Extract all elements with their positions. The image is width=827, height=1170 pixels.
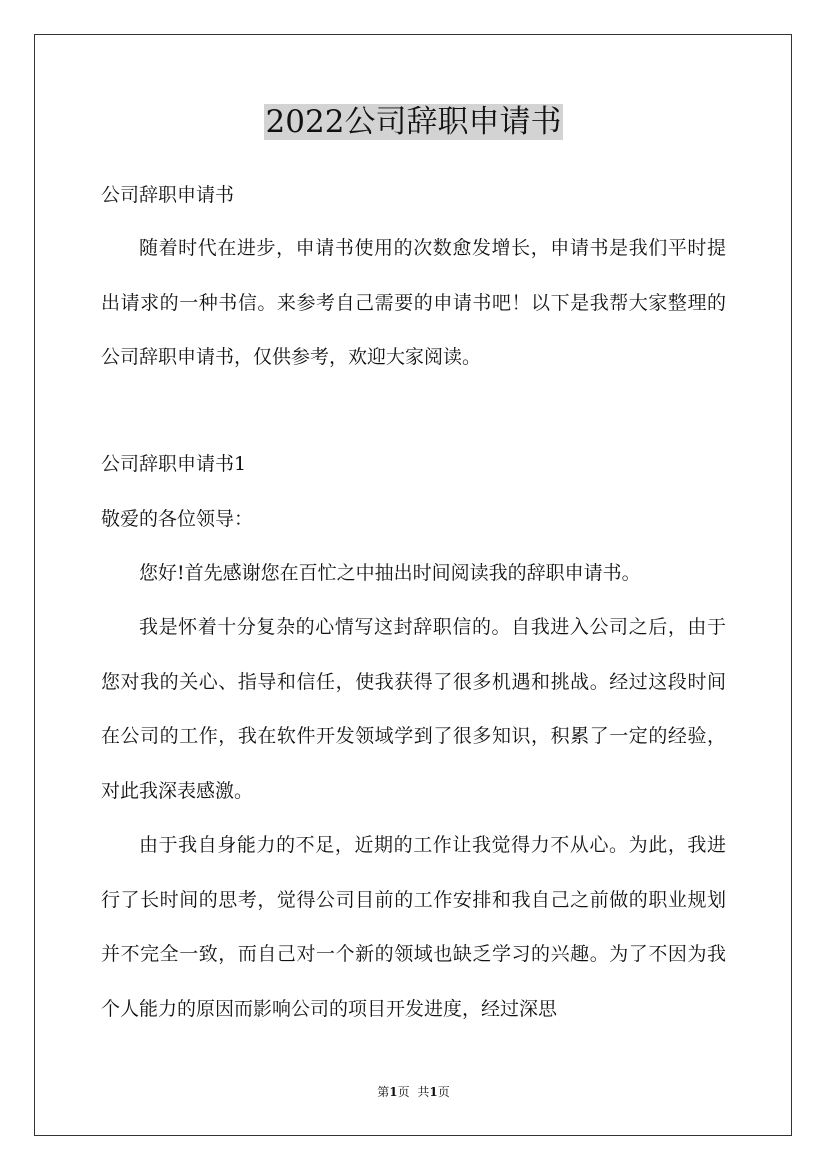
document-title-text: 2022公司辞职申请书 (265, 104, 562, 140)
body-paragraph-2: 由于我自身能力的不足，近期的工作让我觉得力不从心。为此，我进行了长时间的思考，觉得公司目前的工作安排和我自己之前做的职业规划并不完全一致，而自己对一个新的领域也缺乏学习的兴趣。为了不因为我个人能力的原因而影响公司的项目开发进度，经过深思 (101, 834, 726, 1020)
salutation: 敬爱的各位领导： (101, 508, 254, 530)
footer-total-pages: 1 (429, 1085, 438, 1099)
footer-total-prefix: 共 (417, 1085, 430, 1099)
footer-page-prefix: 第 (377, 1085, 390, 1099)
intro-paragraph: 随着时代在进步，申请书使用的次数愈发增长，申请书是我们平时提出请求的一种书信。来参考自己需要的申请书吧！以下是我帮大家整理的公司辞职申请书，仅供参考，欢迎大家阅读。 (101, 237, 726, 368)
body-paragraph-1: 我是怀着十分复杂的心情写这封辞职信的。自我进入公司之后，由于您对我的关心、指导和信任，使我获得了很多机遇和挑战。经过这段时间在公司的工作，我在软件开发领域学到了很多知识，积累了一定的经验，对此我深表感激。 (101, 616, 726, 802)
footer-page-suffix: 页 (397, 1085, 410, 1099)
section-heading: 公司辞职申请书1 (101, 453, 247, 475)
page-footer (0, 1082, 827, 1102)
document-title (0, 100, 827, 144)
footer-page-number: 1 (389, 1085, 398, 1099)
greeting-paragraph: 您好!首先感谢您在百忙之中抽出时间阅读我的辞职申请书。 (139, 562, 641, 584)
document-subtitle: 公司辞职申请书 (101, 184, 235, 206)
footer-total-suffix: 页 (437, 1085, 450, 1099)
